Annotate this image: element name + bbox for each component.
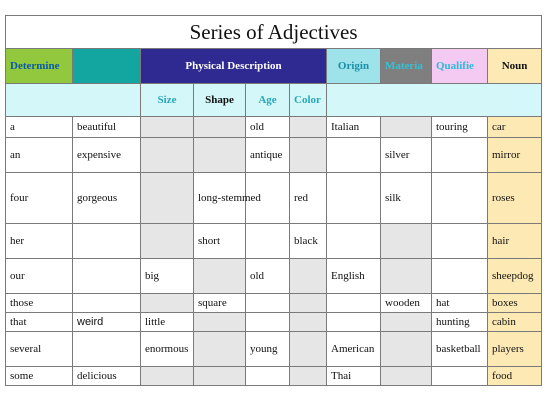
cell-size <box>141 367 194 386</box>
cell-age: old <box>246 259 290 294</box>
cell-noun: players <box>488 332 542 367</box>
cell-origin <box>327 224 381 259</box>
cell-origin: English <box>327 259 381 294</box>
cell-qualifier <box>432 367 488 386</box>
cell-material: silver <box>381 138 432 173</box>
cell-qualifier: hunting <box>432 313 488 332</box>
cell-color <box>290 313 327 332</box>
cell-det: a <box>6 117 73 138</box>
cell-opinion: delicious <box>73 367 141 386</box>
table-row <box>6 224 542 259</box>
cell-noun: boxes <box>488 294 542 313</box>
cell-noun: food <box>488 367 542 386</box>
cell-material: wooden <box>381 294 432 313</box>
cell-origin: American <box>327 332 381 367</box>
cell-age <box>246 294 290 313</box>
cell-shape: square <box>194 294 246 313</box>
cell-size <box>141 294 194 313</box>
cell-material <box>381 313 432 332</box>
cell-age <box>246 313 290 332</box>
cell-color: red <box>290 173 327 224</box>
cell-opinion <box>73 332 141 367</box>
header-opinion <box>73 49 141 84</box>
cell-size: enormous <box>141 332 194 367</box>
header-noun: Noun <box>488 49 542 84</box>
cell-det: an <box>6 138 73 173</box>
cell-color <box>290 117 327 138</box>
subcategory-header-row <box>6 84 542 117</box>
subheader-color: Color <box>290 84 327 117</box>
cell-size <box>141 224 194 259</box>
cell-shape: short <box>194 224 246 259</box>
table-row <box>6 367 542 386</box>
cell-noun: mirror <box>488 138 542 173</box>
header-physical-description: Physical Description <box>141 49 327 84</box>
cell-noun: hair <box>488 224 542 259</box>
cell-material <box>381 332 432 367</box>
cell-material <box>381 117 432 138</box>
cell-shape <box>194 332 246 367</box>
cell-det: her <box>6 224 73 259</box>
cell-size: big <box>141 259 194 294</box>
page-title: Series of Adjectives <box>6 16 542 49</box>
cell-qualifier: touring <box>432 117 488 138</box>
header-determiner: Determine <box>6 49 73 84</box>
cell-shape <box>194 117 246 138</box>
cell-opinion: expensive <box>73 138 141 173</box>
subheader-age: Age <box>246 84 290 117</box>
cell-age: antique <box>246 138 290 173</box>
cell-qualifier <box>432 224 488 259</box>
cell-shape <box>194 367 246 386</box>
cell-color <box>290 259 327 294</box>
cell-origin <box>327 294 381 313</box>
cell-size <box>141 173 194 224</box>
cell-qualifier <box>432 138 488 173</box>
cell-opinion <box>73 224 141 259</box>
cell-opinion <box>73 294 141 313</box>
cell-det: our <box>6 259 73 294</box>
cell-age: young <box>246 332 290 367</box>
cell-color <box>290 332 327 367</box>
cell-qualifier <box>432 259 488 294</box>
cell-color: black <box>290 224 327 259</box>
title-row <box>6 16 542 49</box>
cell-age: old <box>246 117 290 138</box>
cell-age <box>246 367 290 386</box>
cell-det: several <box>6 332 73 367</box>
subheader-size: Size <box>141 84 194 117</box>
cell-shape <box>194 138 246 173</box>
cell-shape: long-stemmed <box>194 173 246 224</box>
cell-age <box>246 224 290 259</box>
cell-size <box>141 138 194 173</box>
table-row <box>6 332 542 367</box>
cell-shape <box>194 259 246 294</box>
cell-origin <box>327 313 381 332</box>
cell-material: silk <box>381 173 432 224</box>
cell-color <box>290 138 327 173</box>
cell-noun: sheepdog <box>488 259 542 294</box>
header-qualifier: Qualifie <box>432 49 488 84</box>
cell-qualifier <box>432 173 488 224</box>
table-body <box>6 16 542 386</box>
cell-origin <box>327 173 381 224</box>
cell-det: that <box>6 313 73 332</box>
category-header-row <box>6 49 542 84</box>
cell-opinion: gorgeous <box>73 173 141 224</box>
cell-material <box>381 367 432 386</box>
adjective-order-table <box>5 15 542 386</box>
subheader-blank-right <box>327 84 542 117</box>
header-origin: Origin <box>327 49 381 84</box>
cell-qualifier: basketball <box>432 332 488 367</box>
subheader-shape: Shape <box>194 84 246 117</box>
cell-opinion: weird <box>73 313 141 332</box>
cell-opinion: beautiful <box>73 117 141 138</box>
cell-size: little <box>141 313 194 332</box>
cell-noun: roses <box>488 173 542 224</box>
cell-det: some <box>6 367 73 386</box>
cell-size <box>141 117 194 138</box>
table-row <box>6 173 542 224</box>
cell-opinion <box>73 259 141 294</box>
subheader-blank-left <box>6 84 141 117</box>
table-row <box>6 259 542 294</box>
cell-origin: Italian <box>327 117 381 138</box>
table-row <box>6 313 542 332</box>
header-material: Materia <box>381 49 432 84</box>
cell-origin: Thai <box>327 367 381 386</box>
cell-origin <box>327 138 381 173</box>
table-row <box>6 294 542 313</box>
cell-color <box>290 294 327 313</box>
cell-det: four <box>6 173 73 224</box>
cell-material <box>381 259 432 294</box>
cell-material <box>381 224 432 259</box>
cell-noun: car <box>488 117 542 138</box>
adjective-table-container <box>5 15 541 386</box>
cell-shape <box>194 313 246 332</box>
cell-det: those <box>6 294 73 313</box>
cell-color <box>290 367 327 386</box>
table-row <box>6 138 542 173</box>
cell-noun: cabin <box>488 313 542 332</box>
table-row <box>6 117 542 138</box>
cell-qualifier: hat <box>432 294 488 313</box>
